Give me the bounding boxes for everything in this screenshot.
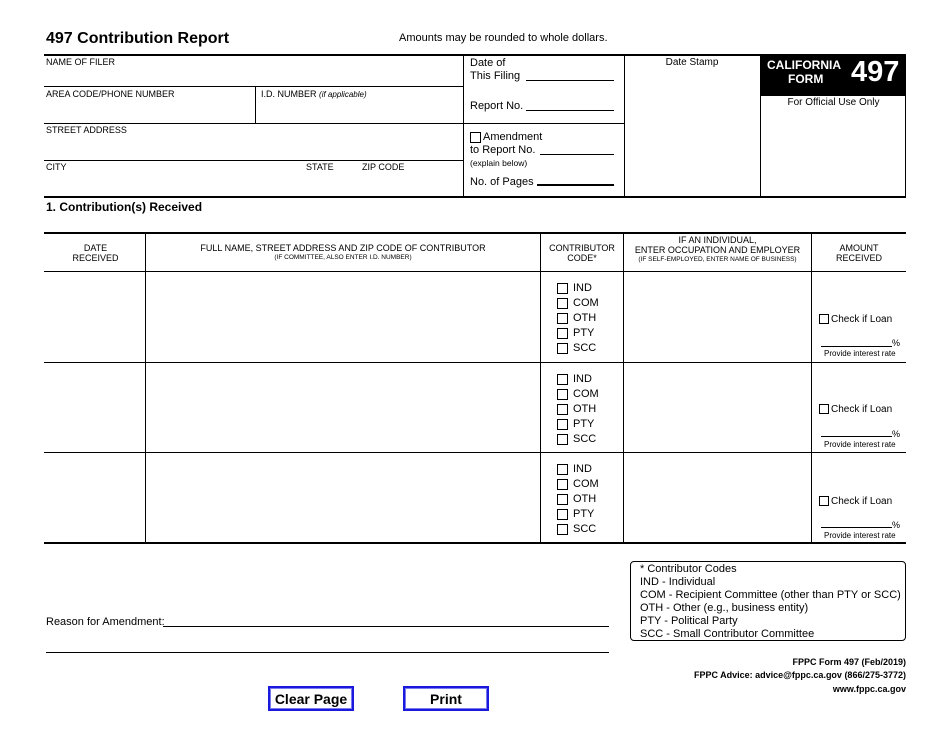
zip-label: ZIP CODE [362, 162, 405, 172]
filing-rule [463, 123, 624, 124]
filer-rule-3 [44, 160, 464, 161]
row3-contributor-field[interactable] [147, 454, 539, 541]
th-code [541, 243, 623, 263]
row2-interest-label: Provide interest rate [824, 440, 896, 449]
amend-report-field[interactable] [540, 154, 614, 155]
row3-interest-label: Provide interest rate [824, 531, 896, 540]
divider-filer [463, 55, 464, 197]
state-label: STATE [306, 162, 334, 172]
row1-code-oth[interactable] [557, 311, 599, 326]
row3-interest-field[interactable] [821, 527, 892, 528]
code-label: COM [573, 478, 599, 490]
code-label: SCC [573, 342, 597, 354]
th-code-line1: CONTRIBUTOR [549, 243, 615, 253]
row1-oth-checkbox[interactable] [557, 313, 568, 324]
row3-code-ind[interactable] [557, 462, 599, 477]
explain-note: (explain below) [470, 158, 528, 168]
row1-codes [557, 281, 599, 356]
code-label: IND [573, 463, 592, 475]
row2-scc-checkbox[interactable] [557, 434, 568, 445]
row3-ind-checkbox[interactable] [557, 464, 568, 475]
th-date [46, 243, 145, 263]
table-row-rule-2 [44, 452, 906, 453]
row1-code-pty[interactable] [557, 326, 599, 341]
official-use-label: For Official Use Only [787, 97, 880, 108]
date-filing-field[interactable] [526, 80, 614, 81]
legend-item-ind: IND - Individual [640, 576, 716, 588]
legend-title: * Contributor Codes [640, 563, 737, 575]
footer-form-id: FPPC Form 497 (Feb/2019) [792, 657, 906, 667]
th-date-line1: DATE [83, 243, 108, 253]
code-label: PTY [573, 508, 595, 520]
page-title: 497 Contribution Report [46, 30, 230, 47]
code-label: COM [573, 388, 599, 400]
table-bottom-rule [44, 542, 906, 544]
row3-pty-checkbox[interactable] [557, 509, 568, 520]
phone-label: AREA CODE/PHONE NUMBER [46, 89, 175, 99]
row3-loan-label: Check if Loan [831, 496, 893, 507]
filer-rule-1 [44, 86, 464, 87]
amendment-checkbox-row [470, 131, 542, 143]
row2-code-com[interactable] [557, 387, 599, 402]
th-date-line2: RECEIVED [72, 253, 119, 263]
id-label: I.D. NUMBER (if applicable) [261, 89, 367, 99]
col-divider-3 [623, 233, 624, 543]
row3-code-pty[interactable] [557, 507, 599, 522]
row1-contributor-field[interactable] [147, 273, 539, 361]
th-occ-note: (IF SELF-EMPLOYED, ENTER NAME OF BUSINESS) [638, 256, 797, 263]
footer-advice: FPPC Advice: advice@fppc.ca.gov (866/275-3772) [693, 670, 906, 680]
code-label: OTH [573, 493, 597, 505]
row3-loan-row [819, 496, 892, 507]
row3-date-field[interactable] [46, 454, 144, 541]
code-label: COM [573, 297, 599, 309]
reason-field-line2[interactable] [46, 652, 609, 653]
row3-pct: % [892, 520, 901, 530]
code-label: IND [573, 373, 592, 385]
row2-date-field[interactable] [46, 364, 144, 451]
row2-oth-checkbox[interactable] [557, 404, 568, 415]
th-occ-line1: IF AN INDIVIDUAL, [678, 235, 757, 245]
filer-name-label: NAME OF FILER [46, 57, 116, 67]
header-bottom-rule [44, 196, 906, 198]
phone-id-divider [255, 87, 256, 124]
badge-number: 497 [851, 56, 900, 88]
th-amt-line1: AMOUNT [839, 243, 879, 253]
code-label: OTH [573, 403, 597, 415]
legend-item-pty: PTY - Political Party [640, 615, 738, 627]
row1-code-scc[interactable] [557, 341, 599, 356]
th-code-line2: CODE* [567, 253, 597, 263]
pages-label: No. of Pages [470, 176, 534, 188]
clear-page-button[interactable]: Clear Page [268, 686, 354, 711]
th-name-line: FULL NAME, STREET ADDRESS AND ZIP CODE OF CONTRIBUTOR [200, 243, 486, 253]
row2-ind-checkbox[interactable] [557, 374, 568, 385]
row1-pty-checkbox[interactable] [557, 328, 568, 339]
legend-item-oth: OTH - Other (e.g., business entity) [640, 602, 809, 614]
divider-filing [624, 55, 625, 197]
contributor-codes-legend [630, 561, 906, 641]
col-divider-1 [145, 233, 146, 543]
code-label: OTH [573, 312, 597, 324]
row1-loan-checkbox[interactable] [819, 314, 829, 324]
city-state-zip-field[interactable] [46, 173, 460, 193]
row2-code-oth[interactable] [557, 402, 599, 417]
row1-pct: % [892, 338, 901, 348]
report-no-label: Report No. [470, 100, 524, 112]
row2-pty-checkbox[interactable] [557, 419, 568, 430]
badge-form: FORM [788, 72, 824, 86]
code-label: IND [573, 282, 592, 294]
pages-field[interactable] [537, 184, 614, 186]
th-name-note: (IF COMMITTEE, ALSO ENTER I.D. NUMBER) [274, 254, 412, 261]
code-label: PTY [573, 327, 595, 339]
row1-occupation-field[interactable] [625, 273, 810, 361]
reason-field-line1[interactable] [163, 626, 609, 627]
row3-oth-checkbox[interactable] [557, 494, 568, 505]
section1-title: 1. Contribution(s) Received [46, 200, 203, 214]
th-amount [812, 243, 906, 263]
row1-loan-row [819, 314, 892, 325]
row1-code-com[interactable] [557, 296, 599, 311]
print-button[interactable]: Print [403, 686, 489, 711]
row1-code-ind[interactable] [557, 281, 599, 296]
row2-contributor-field[interactable] [147, 364, 539, 451]
row1-date-field[interactable] [46, 273, 144, 361]
report-no-field[interactable] [526, 110, 614, 111]
row2-loan-label: Check if Loan [831, 404, 893, 415]
th-amt-line2: RECEIVED [835, 253, 882, 263]
th-occ-line2: ENTER OCCUPATION AND EMPLOYER [634, 245, 801, 255]
row2-codes [557, 372, 599, 447]
rounding-note: Amounts may be rounded to whole dollars. [399, 32, 608, 44]
col-divider-2 [540, 233, 541, 543]
row3-code-scc[interactable] [557, 522, 599, 537]
row2-loan-checkbox[interactable] [819, 404, 829, 414]
reason-label: Reason for Amendment: [46, 616, 165, 628]
row2-loan-row [819, 404, 892, 415]
row2-pct: % [892, 429, 901, 439]
row2-interest-field[interactable] [821, 436, 892, 437]
city-label: CITY [46, 162, 67, 172]
th-name [146, 243, 540, 263]
row3-occupation-field[interactable] [625, 454, 810, 541]
legend-item-com: COM - Recipient Committee (other than PTY or SCC) [640, 589, 901, 601]
date-label-1: Date of [470, 57, 506, 69]
date-label-2: This Filing [470, 70, 521, 82]
row3-loan-checkbox[interactable] [819, 496, 829, 506]
code-label: SCC [573, 523, 597, 535]
filer-name-field[interactable] [46, 68, 460, 83]
phone-field[interactable] [46, 100, 252, 120]
street-field[interactable] [46, 136, 460, 156]
row2-com-checkbox[interactable] [557, 389, 568, 400]
table-header-rule [44, 271, 906, 272]
row1-ind-checkbox[interactable] [557, 283, 568, 294]
row1-interest-field[interactable] [821, 346, 892, 347]
id-field[interactable] [261, 100, 459, 120]
date-stamp-label: Date Stamp [665, 57, 719, 68]
badge-california: CALIFORNIA [767, 58, 841, 72]
legend-item-scc: SCC - Small Contributor Committee [640, 628, 815, 640]
row2-code-scc[interactable] [557, 432, 599, 447]
code-label: PTY [573, 418, 595, 430]
table-row-rule-1 [44, 362, 906, 363]
row3-scc-checkbox[interactable] [557, 524, 568, 535]
table-top-rule [44, 232, 906, 234]
row3-codes [557, 462, 599, 537]
col-divider-4 [811, 233, 812, 543]
code-label: SCC [573, 433, 597, 445]
row3-com-checkbox[interactable] [557, 479, 568, 490]
row2-code-ind[interactable] [557, 372, 599, 387]
filer-rule-2 [44, 123, 464, 124]
row1-scc-checkbox[interactable] [557, 343, 568, 354]
footer-website: www.fppc.ca.gov [832, 684, 906, 694]
amend-report-label: to Report No. [470, 144, 536, 156]
row1-interest-label: Provide interest rate [824, 349, 896, 358]
amendment-label: Amendment [483, 131, 543, 143]
row1-loan-label: Check if Loan [831, 314, 893, 325]
row3-code-com[interactable] [557, 477, 599, 492]
row3-code-oth[interactable] [557, 492, 599, 507]
th-occupation [624, 235, 811, 265]
street-label: STREET ADDRESS [46, 125, 127, 135]
row1-com-checkbox[interactable] [557, 298, 568, 309]
amendment-checkbox[interactable] [470, 132, 481, 143]
row2-occupation-field[interactable] [625, 364, 810, 451]
row2-code-pty[interactable] [557, 417, 599, 432]
